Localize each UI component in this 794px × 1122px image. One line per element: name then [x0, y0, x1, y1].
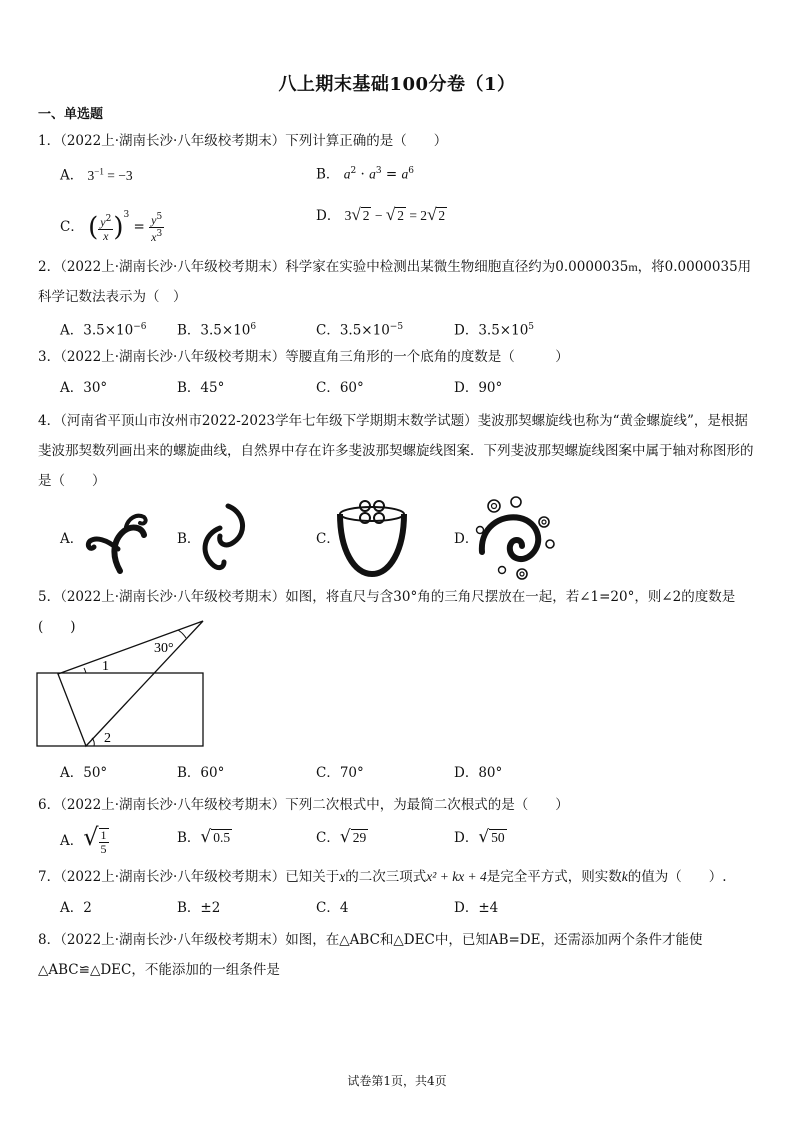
question-8: 8．（2022上·湖南长沙·八年级校考期末）如图，在△ABC和△DEC中，已知AB=DE，还需添加两个条件才能使△ABC≌△DEC，不能添加的一组条件是 — [38, 932, 703, 978]
option-b: B．60° — [177, 765, 225, 781]
question-1-options-row1 — [60, 156, 760, 186]
option-b: B．√ 0.5 — [177, 827, 231, 847]
option-d: D．90° — [454, 380, 503, 396]
option-a: A．2 — [60, 900, 92, 916]
question-2-options — [60, 312, 760, 342]
option-d: D．√ 50 — [454, 827, 505, 847]
option-c: C．60° — [316, 380, 364, 396]
option-d: D．$3.5\times 10^5$ — [454, 322, 535, 339]
question-3-options — [60, 373, 760, 403]
question-4: 4．（河南省平顶山市汝州市2022-2023学年七年级下学期期末数学试题）斐波那契螺旋线也称为“黄金螺旋线”，是根据斐波那契数列画出来的螺旋曲线，自然界中存在许多斐波那契螺旋线图案．下列斐波那契螺旋线图案中属于轴对称图形的是（ ） — [38, 413, 754, 489]
question-source: （2022上·湖南长沙·八年级校考期末） — [60, 133, 286, 149]
option-a: A．50° — [60, 765, 108, 781]
question-1-options-row2 — [60, 200, 760, 244]
option-d: D． — [454, 531, 479, 547]
option-c: C． ( $\frac{y^2}{x}$ )$^3$ = $\frac{y^5}{x^3}$ — [60, 210, 163, 244]
question-5-options — [60, 758, 760, 788]
question-7-options — [60, 893, 760, 923]
spiral-figure-b — [194, 500, 254, 572]
option-c: C．$3.5\times 10^{-5}$ — [316, 322, 404, 339]
question-6-options — [60, 822, 760, 862]
angle-1-label: 1 — [102, 659, 109, 674]
option-c: C．4 — [316, 900, 349, 916]
option-b: B． — [177, 531, 201, 547]
option-a: A．$3.5\times 10^{-6}$ — [60, 322, 147, 339]
spiral-figure-d — [472, 494, 558, 580]
option-b: B．$3.5\times 10^6$ — [177, 322, 257, 339]
question-1: 1．（2022上·湖南长沙·八年级校考期末）下列计算正确的是（ ） — [38, 133, 448, 149]
question-6: 6．（2022上·湖南长沙·八年级校考期末）下列二次根式中，为最简二次根式的是（ ） — [38, 797, 569, 813]
option-a: A．√ $\frac{1}{5}$ — [60, 823, 107, 856]
section-heading: 一、单选题 — [38, 107, 104, 122]
spiral-figure-c — [334, 494, 410, 578]
option-d: D．80° — [454, 765, 503, 781]
page-footer: 试卷第1页，共4页 — [347, 1074, 447, 1088]
option-b: B． $a^2 \cdot a^3 = a^6$ — [316, 166, 414, 183]
ruler-triangle-figure — [36, 618, 216, 750]
spiral-figure-a — [82, 505, 152, 575]
option-c: C．70° — [316, 765, 364, 781]
page-title: 八上期末基础100分卷（1） — [278, 74, 516, 95]
option-b: B．±2 — [177, 900, 221, 916]
option-a: A． — [60, 531, 84, 547]
option-a: A．30° — [60, 380, 108, 396]
option-d: D．±4 — [454, 900, 499, 916]
option-c: C．√ 29 — [316, 827, 367, 847]
angle-2-label: 2 — [104, 731, 111, 746]
question-2: 2．（2022上·湖南长沙·八年级校考期末）科学家在实验中检测出某微生物细胞直径约为0.0000035m，将0.0000035用科学记数法表示为（ ） — [38, 259, 752, 305]
angle-30-label: 30° — [154, 641, 174, 656]
question-7: 7．（2022上·湖南长沙·八年级校考期末）已知关于x的二次三项式x² + kx + 4是完全平方式，则实数k的值为（ ）. — [38, 869, 727, 885]
question-4-options — [60, 524, 760, 554]
question-5: 5．（2022上·湖南长沙·八年级校考期末）如图，将直尺与含30°角的三角尺摆放在一起，若∠1=20°，则∠2的度数是( ) — [38, 589, 736, 635]
option-c: C． — [316, 531, 340, 547]
option-d: D． 3√ 2 − √ 2 = 2√ 2 — [316, 205, 446, 224]
option-a: A． $3^{-1} = -3$ — [60, 166, 133, 184]
option-b: B．45° — [177, 380, 225, 396]
question-3: 3．（2022上·湖南长沙·八年级校考期末）等腰直角三角形的一个底角的度数是（ ） — [38, 349, 569, 365]
